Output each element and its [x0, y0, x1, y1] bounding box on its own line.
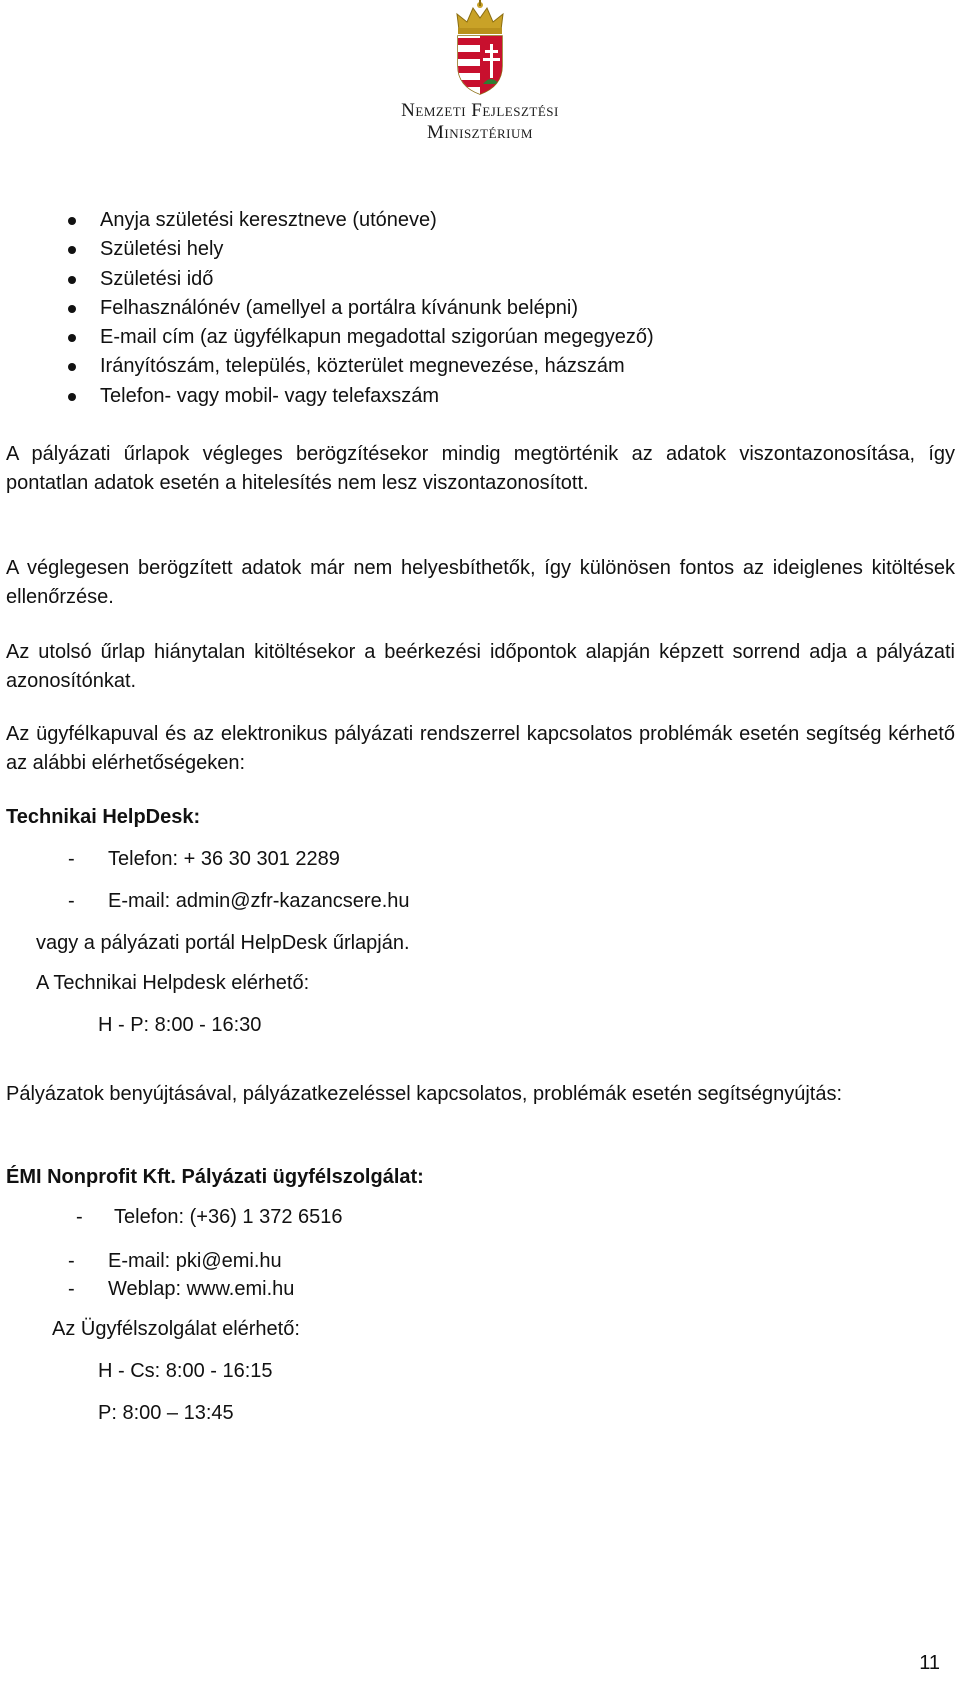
support-hours-friday: P: 8:00 – 13:45 [98, 1402, 234, 1424]
logo-text-line2: Minisztérium [427, 122, 533, 143]
required-data-list [68, 206, 654, 411]
support-hours-weekdays: H - Cs: 8:00 - 16:15 [98, 1360, 273, 1382]
page-number: 11 [919, 1652, 940, 1674]
coat-of-arms-icon [445, 0, 515, 96]
paragraph-verification: A pályázati űrlapok végleges berögzítésekor mindig megtörténik az adatok viszontazonosítása, így pontatlan adatok esetén a hitelesítés nem lesz viszontazonosított. [6, 443, 955, 494]
technical-email-line [68, 890, 410, 913]
dash-marker: - [68, 848, 75, 870]
dash-marker: - [68, 890, 75, 912]
dash-marker: - [68, 1278, 75, 1300]
support-web-link[interactable]: Weblap: www.emi.hu [108, 1278, 295, 1300]
dash-marker: - [68, 1250, 75, 1272]
list-item: Telefon- vagy mobil- vagy telefaxszám [68, 382, 654, 411]
list-item: Anyja születési keresztneve (utóneve) [68, 206, 654, 235]
technical-portal-text: vagy a pályázati portál HelpDesk űrlapján. [36, 932, 410, 954]
paragraph-help-intro: Az ügyfélkapuval és az elektronikus pályázati rendszerrel kapcsolatos problémák esetén segítség kérhető az alábbi elérhetőségeken: [6, 723, 955, 774]
support-heading: ÉMI Nonprofit Kft. Pályázati ügyfélszolgálat: [6, 1166, 424, 1188]
paragraph-ordering: Az utolsó űrlap hiánytalan kitöltésekor a beérkezési időpontok alapján képzett sorrend adja a pályázati azonosítónkat. [6, 641, 955, 692]
list-item: Irányítószám, település, közterület megnevezése, házszám [68, 352, 654, 381]
technical-hours: H - P: 8:00 - 16:30 [98, 1014, 262, 1036]
logo-text-line1: Nemzeti Fejlesztési [401, 100, 559, 121]
support-phone-line [76, 1206, 343, 1229]
support-web-line [68, 1278, 294, 1301]
technical-phone: Telefon: + 36 30 301 2289 [108, 848, 340, 870]
technical-phone-line [68, 848, 340, 871]
paragraph-final-data: A véglegesen berögzített adatok már nem helyesbíthetők, így különösen fontos az ideiglenes kitöltések ellenőrzése. [6, 557, 955, 608]
list-item: Születési idő [68, 265, 654, 294]
ministry-logo [300, 0, 660, 150]
technical-availability-label: A Technikai Helpdesk elérhető: [36, 972, 310, 994]
paragraph-support-intro: Pályázatok benyújtásával, pályázatkezeléssel kapcsolatos, problémák esetén segítségnyújtás: [6, 1083, 843, 1105]
technical-helpdesk-heading: Technikai HelpDesk: [6, 806, 201, 828]
list-item: Felhasználónév (amellyel a portálra kívánunk belépni) [68, 294, 654, 323]
support-email-link[interactable]: E-mail: pki@emi.hu [108, 1250, 282, 1272]
support-availability-label: Az Ügyfélszolgálat elérhető: [52, 1318, 300, 1340]
technical-email-link[interactable]: E-mail: admin@zfr-kazancsere.hu [108, 890, 410, 912]
support-email-line [68, 1250, 282, 1273]
support-phone: Telefon: (+36) 1 372 6516 [114, 1206, 343, 1228]
list-item: Születési hely [68, 235, 654, 264]
list-item: E-mail cím (az ügyfélkapun megadottal szigorúan megegyező) [68, 323, 654, 352]
dash-marker: - [76, 1206, 83, 1228]
